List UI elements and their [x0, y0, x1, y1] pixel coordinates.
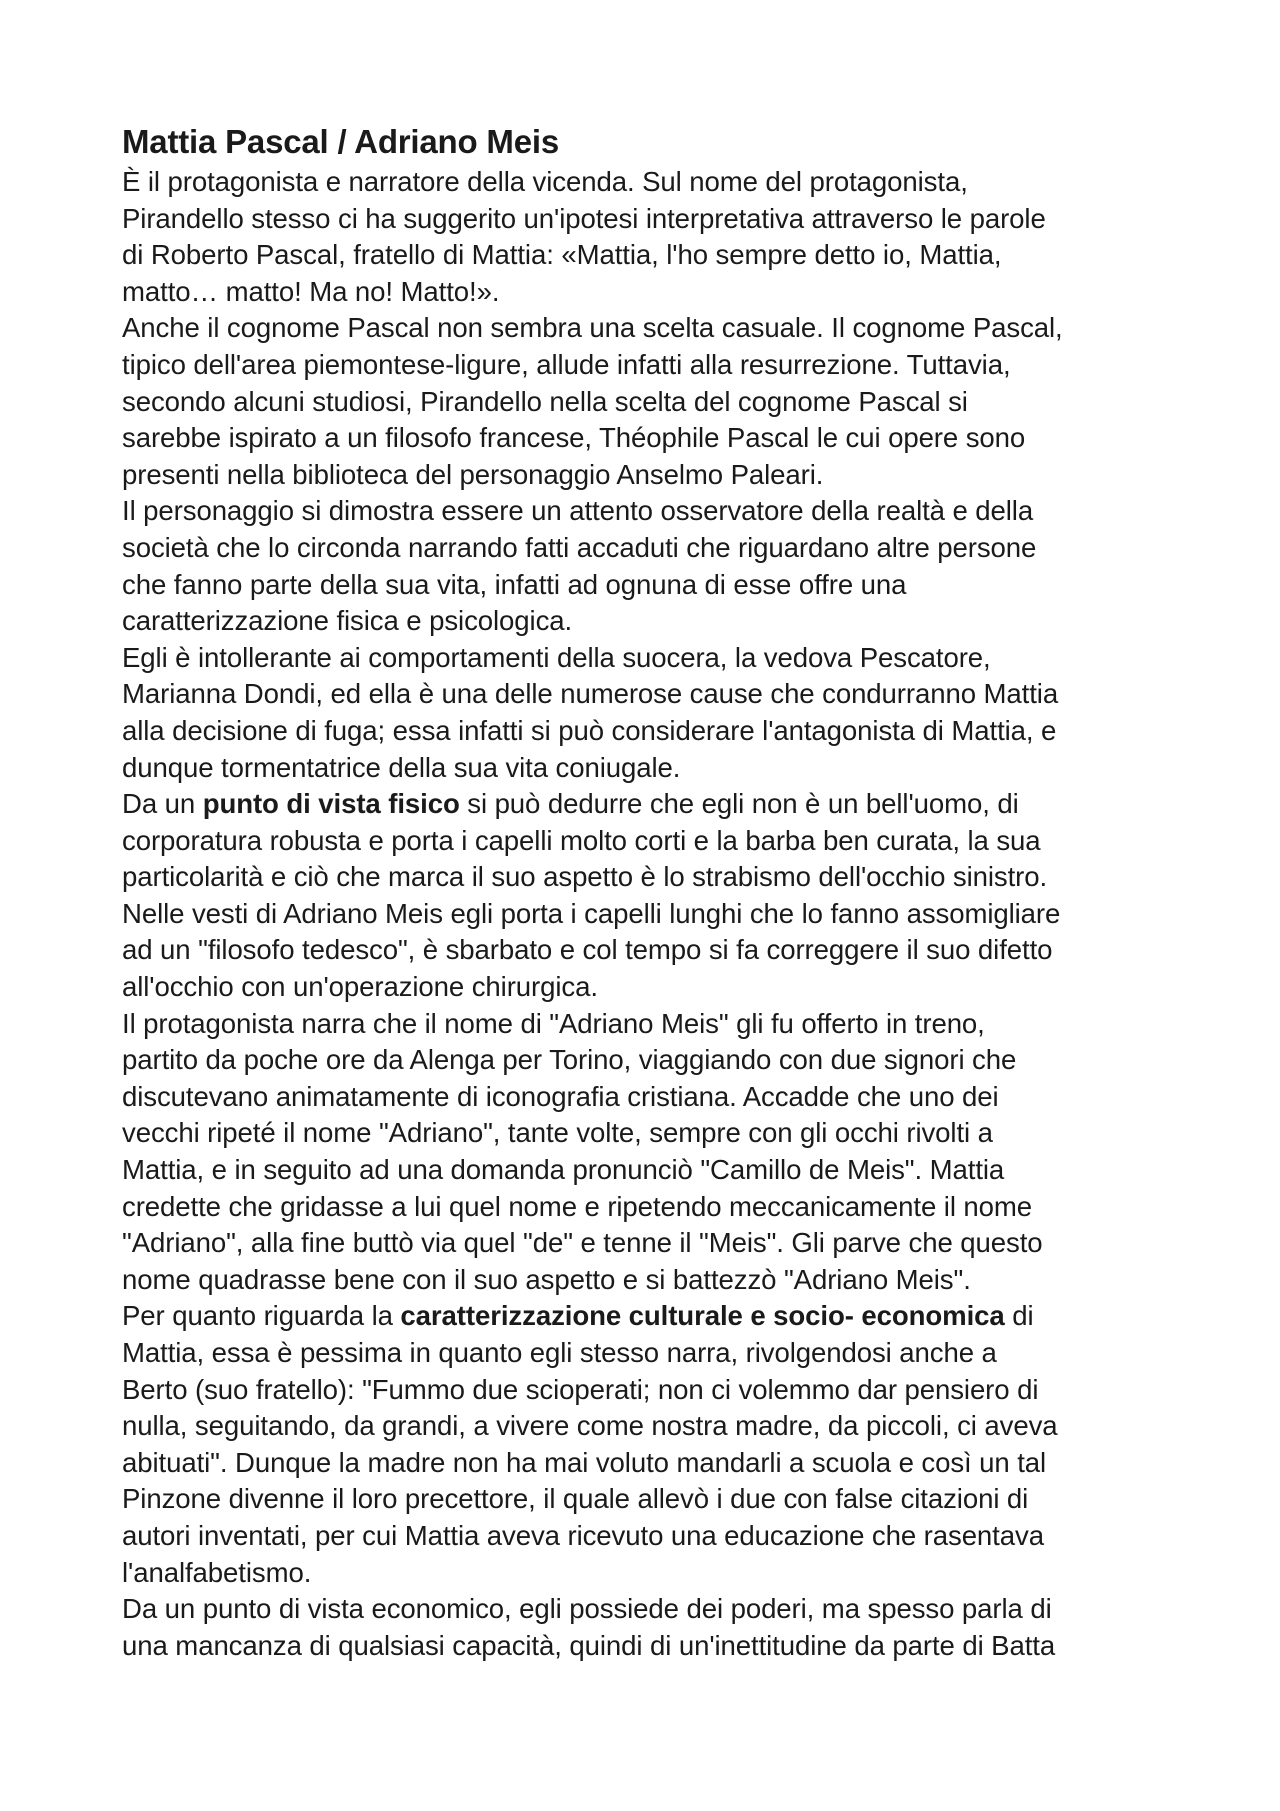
- text-line: [122, 786, 1182, 823]
- document-title: Mattia Pascal / Adriano Meis: [122, 123, 559, 160]
- text-span: una mancanza di qualsiasi capacità, quindi di un'inettitudine da parte di Batta: [122, 1629, 1056, 1661]
- text-span: matto… matto! Ma no! Matto!».: [122, 275, 500, 307]
- text-span: Mattia, e in seguito ad una domanda pronunciò "Camillo de Meis". Mattia: [122, 1154, 1005, 1186]
- text-line: [122, 1079, 1182, 1116]
- text-line: [122, 1189, 1182, 1226]
- text-line: [122, 1006, 1182, 1043]
- text-line: [122, 603, 1182, 640]
- text-line: [122, 420, 1182, 457]
- text-line: [122, 1408, 1182, 1445]
- text-line: [122, 201, 1182, 238]
- text-span: corporatura robusta e porta i capelli molto corti e la barba ben curata, la sua: [122, 824, 1041, 856]
- text-line: [122, 164, 1182, 201]
- text-line: [122, 274, 1182, 311]
- text-line: [122, 237, 1182, 274]
- text-span: credette che gridasse a lui quel nome e ripetendo meccanicamente il nome: [122, 1190, 1033, 1222]
- text-span: discutevano animatamente di iconografia cristiana. Accadde che uno dei: [122, 1080, 999, 1112]
- text-line: [122, 1335, 1182, 1372]
- text-span: nulla, seguitando, da grandi, a vivere come nostra madre, da piccoli, ci aveva: [122, 1410, 1058, 1442]
- text-line: [122, 1115, 1182, 1152]
- text-line: [122, 1372, 1182, 1409]
- text-line: [122, 347, 1182, 384]
- text-line: [122, 1628, 1182, 1665]
- text-line: [122, 1591, 1182, 1628]
- text-line: [122, 384, 1182, 421]
- text-span: Anche il cognome Pascal non sembra una scelta casuale. Il cognome Pascal,: [122, 312, 1063, 344]
- text-span: sarebbe ispirato a un filosofo francese, Théophile Pascal le cui opere sono: [122, 422, 1026, 454]
- text-span: di Roberto Pascal, fratello di Mattia: «Mattia, l'ho sempre detto io, Mattia,: [122, 239, 1002, 271]
- text-span: Da un: [122, 788, 203, 820]
- text-span: tipico dell'area piemontese-ligure, allude infatti alla resurrezione. Tuttavia,: [122, 348, 1011, 380]
- text-span: abituati". Dunque la madre non ha mai voluto mandarli a scuola e così un tal: [122, 1446, 1047, 1478]
- text-span: È il protagonista e narratore della vicenda. Sul nome del protagonista,: [122, 166, 968, 197]
- text-span: nome quadrasse bene con il suo aspetto e si battezzò "Adriano Meis".: [122, 1263, 971, 1295]
- text-line: [122, 932, 1182, 969]
- text-span: "Adriano", alla fine buttò via quel "de" e tenne il "Meis". Gli parve che questo: [122, 1227, 1043, 1259]
- text-span: alla decisione di fuga; essa infatti si può considerare l'antagonista di Mattia, e: [122, 714, 1057, 746]
- text-span: Berto (suo fratello): "Fummo due scioperati; non ci volemmo dar pensiero di: [122, 1373, 1039, 1405]
- text-span: ad un "filosofo tedesco", è sbarbato e col tempo si fa correggere il suo difetto: [122, 934, 1053, 966]
- text-span: di: [1004, 1300, 1034, 1332]
- text-line: [122, 1481, 1182, 1518]
- text-line: [122, 859, 1182, 896]
- text-span: Mattia, essa è pessima in quanto egli stesso narra, rivolgendosi anche a: [122, 1337, 997, 1368]
- text-line: [122, 896, 1182, 933]
- text-span: autori inventati, per cui Mattia aveva ricevuto una educazione che rasentava: [122, 1519, 1044, 1551]
- text-span: partito da poche ore da Alenga per Torino, viaggiando con due signori che: [122, 1044, 1017, 1076]
- text-span: Marianna Dondi, ed ella è una delle numerose cause che condurranno Mattia: [122, 678, 1059, 710]
- text-line: [122, 1445, 1182, 1482]
- text-span: caratterizzazione fisica e psicologica.: [122, 605, 573, 637]
- text-span: all'occhio con un'operazione chirurgica.: [122, 971, 598, 1003]
- text-line: [122, 457, 1182, 494]
- text-span: presenti nella biblioteca del personaggio Anselmo Paleari.: [122, 458, 824, 490]
- text-line: [122, 1555, 1182, 1592]
- text-span: particolarità e ciò che marca il suo aspetto è lo strabismo dell'occhio sinistro.: [122, 861, 1048, 893]
- text-span: Nelle vesti di Adriano Meis egli porta i capelli lunghi che lo fanno assomigliare: [122, 897, 1061, 929]
- text-line: [122, 310, 1182, 347]
- text-span: Pirandello stesso ci ha suggerito un'ipotesi interpretativa attraverso le parole: [122, 202, 1046, 234]
- text-span: si può dedurre che egli non è un bell'uomo, di: [459, 788, 1019, 820]
- text-span: società che lo circonda narrando fatti accaduti che riguardano altre persone: [122, 531, 1037, 563]
- text-span: l'analfabetismo.: [122, 1556, 312, 1588]
- bold-text: punto di vista fisico: [202, 788, 460, 820]
- text-line: [122, 1225, 1182, 1262]
- text-span: Per quanto riguarda la: [122, 1300, 401, 1332]
- text-span: Pinzone divenne il loro precettore, il quale allevò i due con false citazioni di: [122, 1483, 1029, 1515]
- text-line: [122, 823, 1182, 860]
- text-line: [122, 1262, 1182, 1299]
- bold-text: caratterizzazione culturale e socio- economica: [400, 1300, 1005, 1332]
- text-line: [122, 567, 1182, 604]
- text-line: [122, 713, 1182, 750]
- text-line: [122, 750, 1182, 787]
- text-line: [122, 1152, 1182, 1189]
- text-span: Da un punto di vista economico, egli possiede dei poderi, ma spesso parla di: [122, 1593, 1052, 1625]
- text-line: [122, 530, 1182, 567]
- text-span: Il protagonista narra che il nome di "Adriano Meis" gli fu offerto in treno,: [122, 1007, 985, 1039]
- text-span: che fanno parte della sua vita, infatti ad ognuna di esse offre una: [122, 568, 907, 600]
- text-line: [122, 640, 1182, 677]
- document-body: [122, 164, 1182, 1664]
- text-line: [122, 1298, 1182, 1335]
- text-span: Egli è intollerante ai comportamenti della suocera, la vedova Pescatore,: [122, 641, 991, 673]
- text-span: secondo alcuni studiosi, Pirandello nella scelta del cognome Pascal si: [122, 385, 968, 417]
- text-span: Il personaggio si dimostra essere un attento osservatore della realtà e della: [122, 495, 1034, 527]
- text-line: [122, 969, 1182, 1006]
- text-line: [122, 1518, 1182, 1555]
- text-line: [122, 1042, 1182, 1079]
- document-page: [122, 122, 1182, 1664]
- text-line: [122, 493, 1182, 530]
- text-span: vecchi ripeté il nome "Adriano", tante volte, sempre con gli occhi rivolti a: [122, 1117, 993, 1149]
- text-span: dunque tormentatrice della sua vita coniugale.: [122, 751, 681, 783]
- text-line: [122, 676, 1182, 713]
